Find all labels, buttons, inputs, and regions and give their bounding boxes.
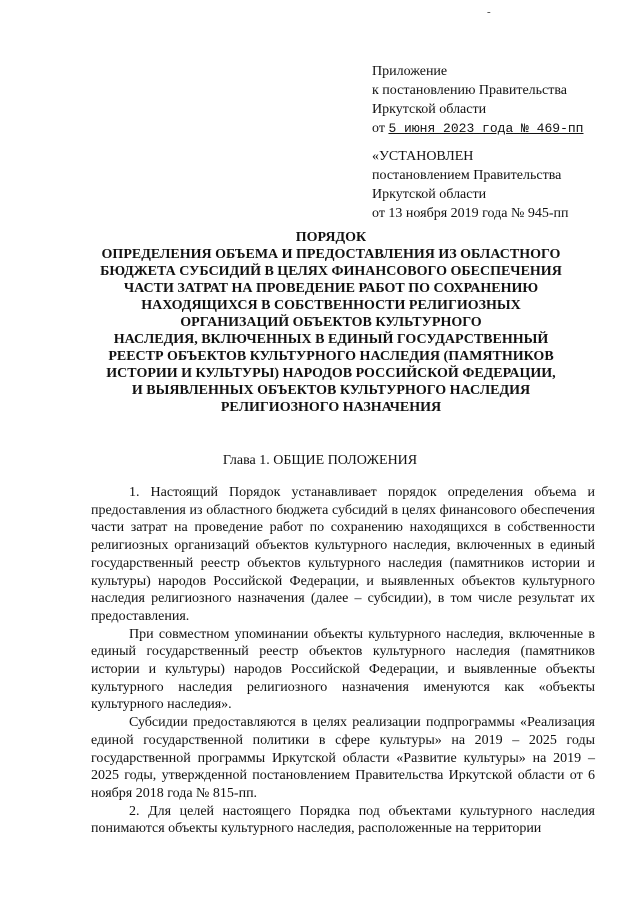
title-line: ЧАСТИ ЗАТРАТ НА ПРОВЕДЕНИЕ РАБОТ ПО СОХРАНЕНИЮ (123, 281, 539, 296)
appendix-date-prefix: от (372, 121, 385, 136)
title-line: БЮДЖЕТА СУБСИДИЙ В ЦЕЛЯХ ФИНАНСОВОГО ОБЕСПЕЧЕНИЯ (100, 264, 562, 279)
title-line: РЕЕСТР ОБЪЕКТОВ КУЛЬТУРНОГО НАСЛЕДИЯ (ПАМЯТНИКОВ (108, 349, 554, 364)
appendix-line: Приложение (372, 64, 448, 79)
approval-line: «УСТАНОВЛЕН (372, 149, 474, 164)
appendix-line: Иркутской области (372, 102, 487, 117)
header-mark: - (487, 6, 491, 18)
appendix-date: 5 июня 2023 года № 469-пп (388, 121, 584, 136)
paragraph: Субсидии предоставляются в целях реализации подпрограммы «Реализация единой государственной политики в сфере культуры» на 2019 – 2025 годы государственной программы Иркутской области «Развитие культуры» на 2019 – 2025 годы, утвержденной постановлением Правительства Иркутской области от 6 ноября 2018 года № 815-пп. (91, 715, 595, 801)
approval-block (372, 147, 569, 223)
approval-line: постановлением Правительства (372, 168, 562, 183)
appendix-block (372, 62, 583, 138)
title-line: ИСТОРИИ И КУЛЬТУРЫ) НАРОДОВ РОССИЙСКОЙ ФЕДЕРАЦИИ, (106, 366, 556, 381)
title-line: РЕЛИГИОЗНОГО НАЗНАЧЕНИЯ (220, 400, 442, 415)
title-line: ПОРЯДОК (295, 230, 367, 245)
appendix-date-line (372, 119, 583, 138)
title-line: И ВЫЯВЛЕННЫХ ОБЪЕКТОВ КУЛЬТУРНОГО НАСЛЕДИЯ (131, 383, 531, 398)
title-line: НАСЛЕДИЯ, ВКЛЮЧЕННЫХ В ЕДИНЫЙ ГОСУДАРСТВЕННЫЙ (113, 332, 549, 347)
paragraph: 1. Настоящий Порядок устанавливает порядок определения объема и предоставления из областного бюджета субсидий в целях финансового обеспечения части затрат на проведение работ по сохранению находящихся в собственности религиозных организаций объектов культурного наследия, включенных в единый государственный реестр объектов культурного наследия (памятников истории и культуры) народов Российской Федерации, и выявленных объектов культурного наследия религиозного назначения (далее – субсидии), в том числе результат их предоставления. (91, 485, 595, 624)
appendix-line: к постановлению Правительства (372, 83, 568, 98)
paragraph: 2. Для целей настоящего Порядка под объектами культурного наследия понимаются объекты культурного наследия, расположенные на территории (91, 803, 595, 837)
document-body (91, 484, 595, 838)
title-line: НАХОДЯЩИХСЯ В СОБСТВЕННОСТИ РЕЛИГИОЗНЫХ (141, 298, 521, 313)
title-line: ОПРЕДЕЛЕНИЯ ОБЪЕМА И ПРЕДОСТАВЛЕНИЯ ИЗ ОБЛАСТНОГО (101, 247, 561, 262)
approval-line: от 13 ноября 2019 года № 945-пп (372, 206, 569, 221)
paragraph: При совместном упоминании объекты культурного наследия, включенные в единый государственный реестр объектов культурного наследия (памятников истории и культуры) народов Российской Федерации, и выявленные объекты культурного наследия религиозного назначения именуются как «объекты культурного наследия». (91, 626, 595, 713)
document-title (70, 229, 592, 416)
chapter-heading: Глава 1. ОБЩИЕ ПОЛОЖЕНИЯ (222, 453, 418, 468)
title-line: ОРГАНИЗАЦИЙ ОБЪЕКТОВ КУЛЬТУРНОГО (180, 315, 482, 330)
approval-line: Иркутской области (372, 187, 487, 202)
